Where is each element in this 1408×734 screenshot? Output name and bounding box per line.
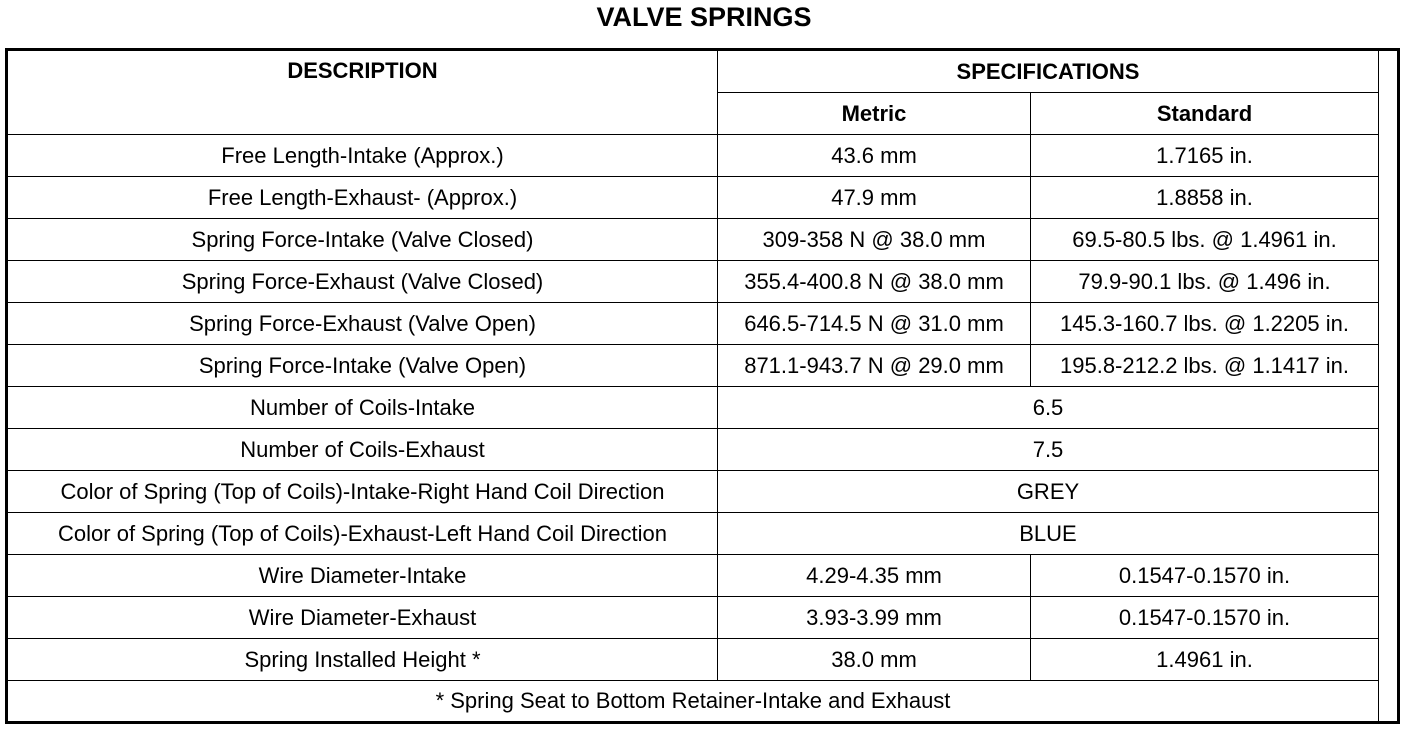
table-row	[7, 135, 1399, 177]
row-standard-value: 1.7165 in.	[1031, 135, 1379, 177]
row-standard-value: 1.8858 in.	[1031, 177, 1379, 219]
row-metric-value: 646.5-714.5 N @ 31.0 mm	[718, 303, 1031, 345]
row-metric-value: 4.29-4.35 mm	[718, 555, 1031, 597]
row-description: Spring Force-Intake (Valve Closed)	[7, 219, 718, 261]
table-stub-cell	[1379, 219, 1399, 261]
row-description: Color of Spring (Top of Coils)-Exhaust-Left Hand Coil Direction	[7, 513, 718, 555]
table-row	[7, 261, 1399, 303]
table-stub-cell	[1379, 387, 1399, 429]
metric-header: Metric	[718, 93, 1031, 135]
row-value: 6.5	[718, 387, 1379, 429]
table-stub-cell	[1379, 639, 1399, 681]
table-stub-cell	[1379, 303, 1399, 345]
row-value: 7.5	[718, 429, 1379, 471]
row-description: Spring Installed Height *	[7, 639, 718, 681]
row-description: Number of Coils-Intake	[7, 387, 718, 429]
table-stub-cell	[1379, 429, 1399, 471]
row-standard-value: 69.5-80.5 lbs. @ 1.4961 in.	[1031, 219, 1379, 261]
table-row	[7, 513, 1399, 555]
page-title: VALVE SPRINGS	[596, 2, 812, 32]
row-description: Free Length-Exhaust- (Approx.)	[7, 177, 718, 219]
row-description: Spring Force-Exhaust (Valve Closed)	[7, 261, 718, 303]
row-metric-value: 3.93-3.99 mm	[718, 597, 1031, 639]
specifications-header: SPECIFICATIONS	[718, 50, 1379, 93]
footnote-row	[7, 681, 1399, 723]
row-standard-value: 195.8-212.2 lbs. @ 1.1417 in.	[1031, 345, 1379, 387]
row-description: Wire Diameter-Intake	[7, 555, 718, 597]
row-description: Free Length-Intake (Approx.)	[7, 135, 718, 177]
table-row	[7, 219, 1399, 261]
table-stub-cell	[1379, 345, 1399, 387]
table-row	[7, 387, 1399, 429]
row-standard-value: 79.9-90.1 lbs. @ 1.496 in.	[1031, 261, 1379, 303]
table-row	[7, 303, 1399, 345]
table-stub-cell	[1379, 681, 1399, 723]
table-stub-cell	[1379, 471, 1399, 513]
row-metric-value: 355.4-400.8 N @ 38.0 mm	[718, 261, 1031, 303]
table-row	[7, 345, 1399, 387]
row-metric-value: 38.0 mm	[718, 639, 1031, 681]
table-stub-cell	[1379, 177, 1399, 219]
row-metric-value: 43.6 mm	[718, 135, 1031, 177]
row-standard-value: 145.3-160.7 lbs. @ 1.2205 in.	[1031, 303, 1379, 345]
row-description: Color of Spring (Top of Coils)-Intake-Right Hand Coil Direction	[7, 471, 718, 513]
row-value: BLUE	[718, 513, 1379, 555]
row-description: Number of Coils-Exhaust	[7, 429, 718, 471]
description-header: DESCRIPTION	[7, 50, 718, 135]
row-description: Wire Diameter-Exhaust	[7, 597, 718, 639]
row-description: Spring Force-Intake (Valve Open)	[7, 345, 718, 387]
row-metric-value: 47.9 mm	[718, 177, 1031, 219]
table-row	[7, 597, 1399, 639]
table-stub-cell	[1379, 513, 1399, 555]
table-row	[7, 555, 1399, 597]
table-row	[7, 429, 1399, 471]
header-row	[7, 50, 1399, 93]
row-description: Spring Force-Exhaust (Valve Open)	[7, 303, 718, 345]
table-stub-cell	[1379, 135, 1399, 177]
table-stub-cell	[1379, 261, 1399, 303]
valve-springs-table	[5, 48, 1400, 724]
table-row	[7, 639, 1399, 681]
row-metric-value: 871.1-943.7 N @ 29.0 mm	[718, 345, 1031, 387]
table-stub-cell	[1379, 93, 1399, 135]
row-standard-value: 0.1547-0.1570 in.	[1031, 555, 1379, 597]
row-metric-value: 309-358 N @ 38.0 mm	[718, 219, 1031, 261]
row-standard-value: 1.4961 in.	[1031, 639, 1379, 681]
footnote: * Spring Seat to Bottom Retainer-Intake and Exhaust	[7, 681, 1379, 723]
table-row	[7, 177, 1399, 219]
row-value: GREY	[718, 471, 1379, 513]
row-standard-value: 0.1547-0.1570 in.	[1031, 597, 1379, 639]
table-row	[7, 471, 1399, 513]
table-stub-cell	[1379, 597, 1399, 639]
table-stub-cell	[1379, 555, 1399, 597]
table-stub-cell	[1379, 50, 1399, 93]
standard-header: Standard	[1031, 93, 1379, 135]
